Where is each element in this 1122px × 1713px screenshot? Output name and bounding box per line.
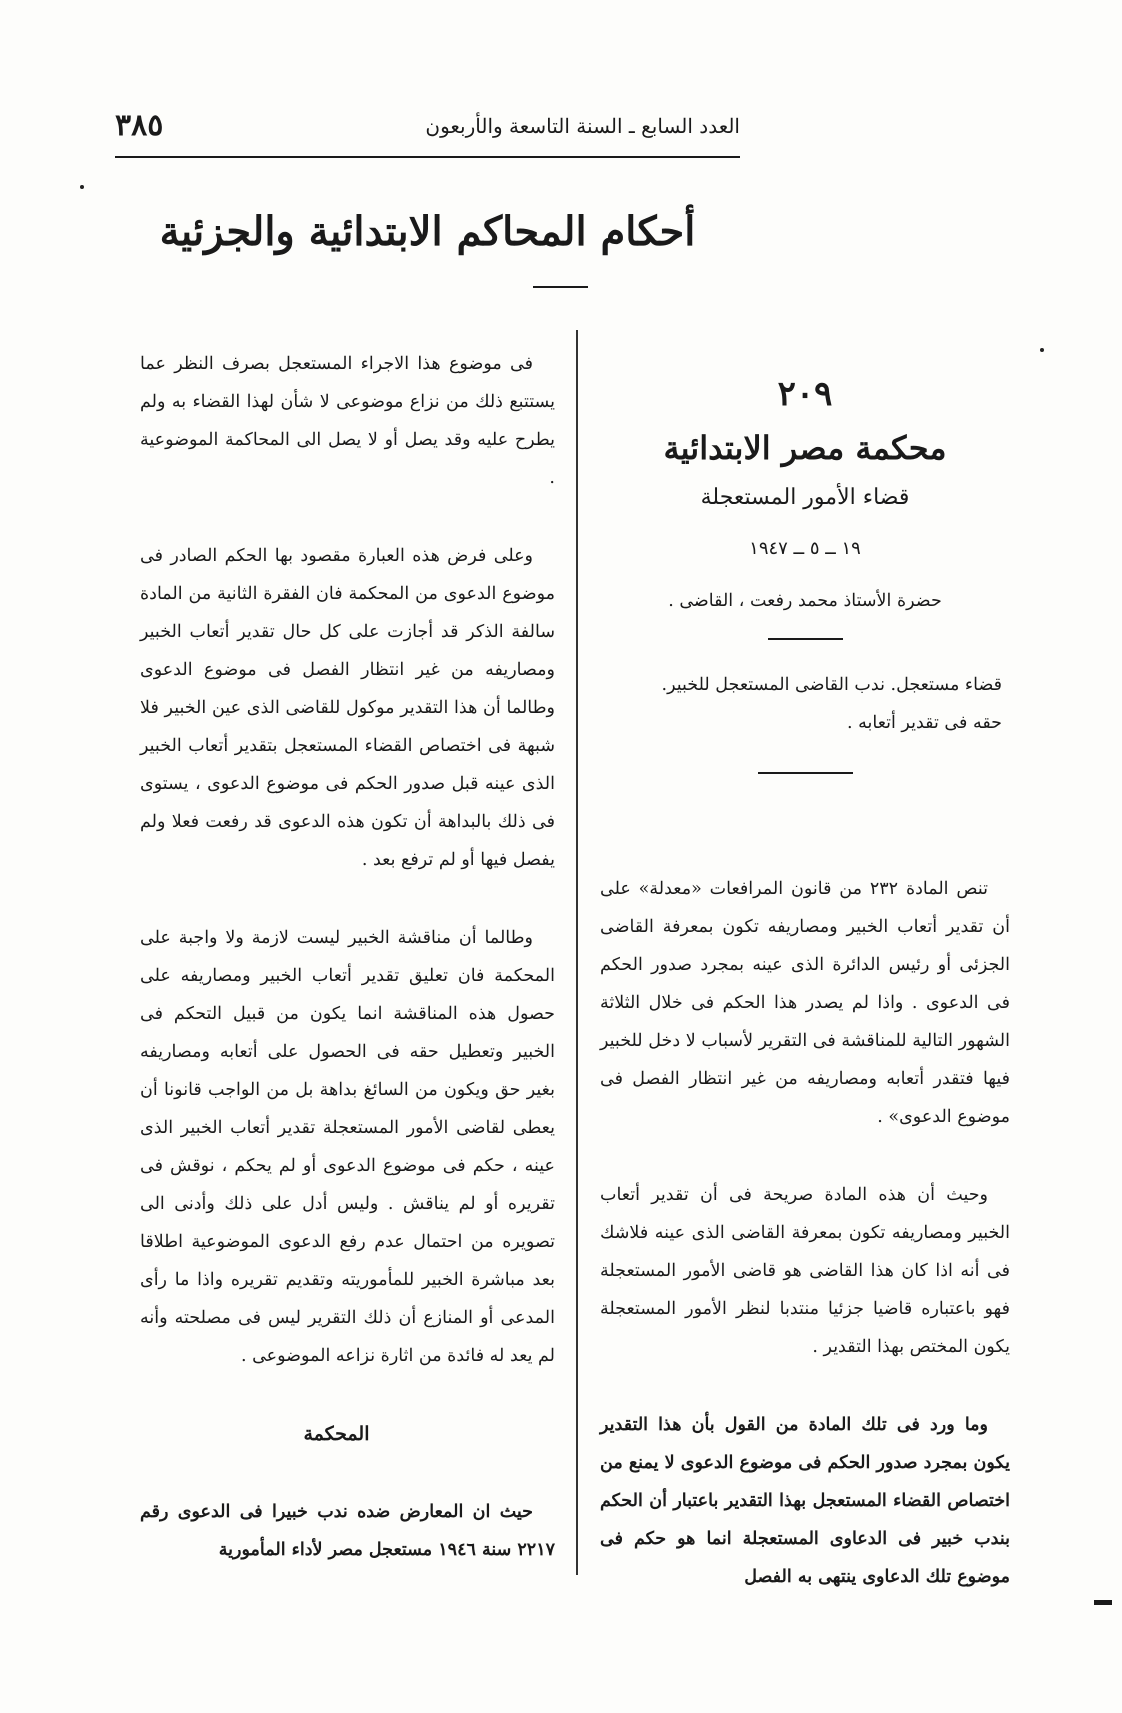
presiding-judge: حضرة الأستاذ محمد رفعت ، القاضى . <box>668 591 942 611</box>
column-divider <box>576 330 578 1575</box>
page-number: ٣٨٥ <box>115 108 164 143</box>
left-paragraph-1: فى موضوع هذا الاجراء المستعجل بصرف النظر عما يستتبع ذلك من نزاع موضوعى لا شأن لهذا القضاء به ولم يطرح عليه وقد يصل أو لا يصل الى المحاكمة الموضوعية . <box>140 354 555 488</box>
case-header <box>600 372 1010 774</box>
page-header <box>115 108 740 148</box>
section-title: أحكام المحاكم الابتدائية والجزئية <box>159 208 696 255</box>
court-heading: المحكمة <box>303 1423 370 1445</box>
left-paragraph-3: وطالما أن مناقشة الخبير ليست لازمة ولا واجبة على المحكمة فان تعليق تقدير أتعاب الخبير ومصاريفه على حصول هذه المناقشة انما يكون من قبيل التحكم فى الخبير وتعطيل حقه فى الحصول على أتعابه ومصاريفه بغير حق ويكون من السائغ بداهة بل من الواجب قانونا أن يعطى لقاضى الأمور المستعجلة تقدير أتعاب الخبير الذى عينه ، حكم فى موضوع الدعوى أو لم يحكم ، نوقش فى تقريره أو لم يناقش . وليس أدل على ذلك وأدنى الى تصويره من احتمال عدم رفع الدعوى الموضوعية اطلاقا بعد مباشرة الخبير للمأموريته وتقديم تقريره واذا ما رأى المدعى أو المنازع أن ذلك التقرير ليس فى مصلحته وأنه لم يعد له فائدة من اثارة نزاعه الموضوعى . <box>140 928 555 1366</box>
scan-speck <box>1040 348 1044 352</box>
left-column <box>140 345 555 1609</box>
scan-edge-mark <box>1094 1600 1112 1605</box>
title-divider <box>533 286 588 288</box>
case-date: ١٩ ــ ٥ ــ ١٩٤٧ <box>749 538 861 559</box>
left-final-paragraph: حيث ان المعارض ضده ندب خبيرا فى الدعوى رقم ٢٢١٧ سنة ١٩٤٦ مستعجل مصر لأداء المأمورية <box>140 1502 555 1560</box>
right-paragraph-1: تنص المادة ٢٣٢ من قانون المرافعات «معدلة» على أن تقدير أتعاب الخبير ومصاريفه تكون بمعرفة القاضى الجزئى أو رئيس الدائرة الذى عينه بمجرد صدور الحكم فى الدعوى . واذا لم يصدر هذا الحكم فى خلال الثلاثة الشهور التالية للمناقشة فى التقرير لأسباب لا دخل للخبير فيها فتقدر أتعابه ومصاريفه من غير انتظار الفصل فى موضوع الدعوى» . <box>600 879 1010 1127</box>
header-rule <box>115 156 740 158</box>
case-summary <box>600 666 1010 742</box>
right-column <box>600 870 1010 1636</box>
summary-line-2: حقه فى تقدير أتعابه . <box>846 713 1002 733</box>
left-paragraph-2: وعلى فرض هذه العبارة مقصود بها الحكم الصادر فى موضوع الدعوى من المحكمة فان الفقرة الثانية من المادة سالفة الذكر قد أجازت على كل حال تقدير أتعاب الخبير ومصاريفه من غير انتظار الفصل فى موضوع الدعوى وطالما أن هذا التقدير موكول للقاضى الذى عين الخبير فلا شبهة فى اختصاص القضاء المستعجل بتقدير أتعاب الخبير الذى عينه قبل صدور الحكم فى موضوع الدعوى ، يستوى فى ذلك بالبداهة أن تكون هذه الدعوى قد رفعت فعلا ولم يفصل فيها أو لم ترفع بعد . <box>140 546 555 870</box>
case-number: ٢٠٩ <box>777 374 833 414</box>
summary-line-1: قضاء مستعجل. ندب القاضى المستعجل للخبير. <box>661 675 1002 695</box>
court-name: محكمة مصر الابتدائية <box>663 429 947 467</box>
right-paragraph-2: وحيث أن هذه المادة صريحة فى أن تقدير أتعاب الخبير ومصاريفه تكون بمعرفة القاضى الذى عينه فلاشك فى أنه اذا كان هذا القاضى هو قاضى الأمور المستعجلة فهو باعتباره قاضيا جزئيا منتدبا لنظر الأمور المستعجلة يكون المختص بهذا التقدير . <box>600 1185 1010 1357</box>
summary-rule <box>758 772 853 774</box>
running-head: العدد السابع ـ السنة التاسعة والأربعون <box>425 114 740 138</box>
case-type: قضاء الأمور المستعجلة <box>700 485 910 510</box>
case-header-rule <box>768 638 843 640</box>
right-paragraph-3: وما ورد فى تلك المادة من القول بأن هذا التقدير يكون بمجرد صدور الحكم فى موضوع الدعوى لا يمنع من اختصاص القضاء المستعجل بهذا التقدير باعتبار أن الحكم بندب خبير فى الدعاوى المستعجلة انما هو حكم فى موضوع تلك الدعاوى ينتهى به الفصل <box>600 1415 1010 1587</box>
scan-speck <box>80 185 84 189</box>
